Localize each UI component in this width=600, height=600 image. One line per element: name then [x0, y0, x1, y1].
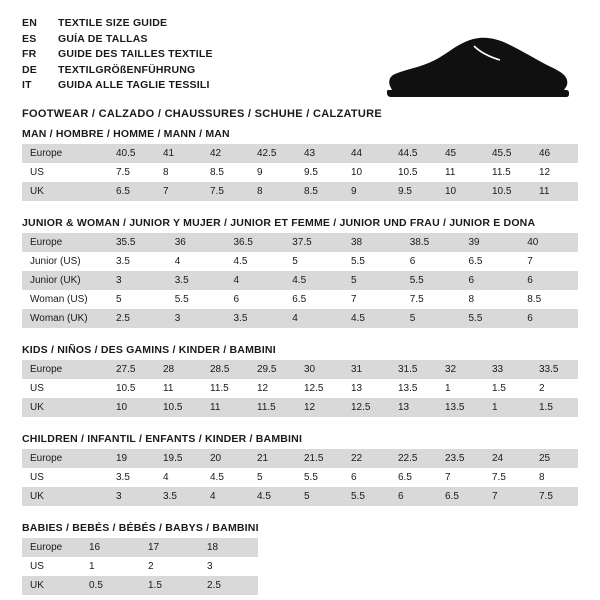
row-label: UK	[22, 182, 108, 201]
cell: 37.5	[284, 233, 343, 252]
cell: 22.5	[390, 449, 437, 468]
cell: 6.5	[284, 290, 343, 309]
cell: 7.5	[202, 182, 249, 201]
cell: 43	[296, 144, 343, 163]
section-kids	[22, 344, 578, 417]
table-row	[22, 163, 578, 182]
cell: 11	[155, 379, 202, 398]
cell: 7	[437, 468, 484, 487]
row-label: Junior (US)	[22, 252, 108, 271]
cell: 6	[519, 271, 578, 290]
language-title: TEXTILE SIZE GUIDE	[58, 17, 168, 29]
table-row	[22, 233, 578, 252]
table-row	[22, 487, 578, 506]
table-row	[22, 557, 258, 576]
size-table-man	[22, 144, 578, 201]
cell: 16	[81, 538, 140, 557]
cell: 8	[531, 468, 578, 487]
language-title: GUIDA ALLE TAGLIE TESSILI	[58, 79, 210, 91]
cell: 19	[108, 449, 155, 468]
cell: 5.5	[402, 271, 461, 290]
table-row	[22, 290, 578, 309]
cell: 11.5	[484, 163, 531, 182]
cell: 8	[461, 290, 520, 309]
cell: 17	[140, 538, 199, 557]
cell: 3	[108, 487, 155, 506]
section-children	[22, 433, 578, 506]
section-title: KIDS / NIÑOS / DES GAMINS / KINDER / BAMBINI	[22, 344, 276, 356]
cell: 10.5	[155, 398, 202, 417]
cell: 7.5	[531, 487, 578, 506]
cell: 13	[390, 398, 437, 417]
cell: 9.5	[390, 182, 437, 201]
table-row	[22, 144, 578, 163]
cell: 1.5	[484, 379, 531, 398]
cell: 6.5	[390, 468, 437, 487]
row-label: Junior (UK)	[22, 271, 108, 290]
dress-shoe-icon	[382, 34, 572, 104]
cell: 39	[461, 233, 520, 252]
cell: 6	[226, 290, 285, 309]
cell: 33.5	[531, 360, 578, 379]
language-title: GUÍA DE TALLAS	[58, 32, 148, 45]
cell: 3	[167, 309, 226, 328]
section-title: JUNIOR & WOMAN / JUNIOR Y MUJER / JUNIOR ET FEMME / JUNIOR UND FRAU / JUNIOR E DONA	[22, 217, 536, 229]
cell: 22	[343, 449, 390, 468]
cell: 19.5	[155, 449, 202, 468]
cell: 3	[199, 557, 258, 576]
cell: 6	[390, 487, 437, 506]
cell: 45	[437, 144, 484, 163]
row-label: Europe	[22, 144, 108, 163]
cell: 4	[284, 309, 343, 328]
section-title: MAN / HOMBRE / HOMME / MANN / MAN	[22, 128, 230, 140]
row-label: UK	[22, 487, 108, 506]
cell: 36.5	[226, 233, 285, 252]
cell: 33	[484, 360, 531, 379]
cell: 10.5	[390, 163, 437, 182]
cell: 8.5	[202, 163, 249, 182]
cell: 18	[199, 538, 258, 557]
cell: 30	[296, 360, 343, 379]
cell: 8.5	[519, 290, 578, 309]
row-label: UK	[22, 576, 81, 595]
table-row	[22, 271, 578, 290]
cell: 4	[226, 271, 285, 290]
cell: 7.5	[108, 163, 155, 182]
size-table-kids	[22, 360, 578, 417]
cell: 45.5	[484, 144, 531, 163]
section-title: BABIES / BEBÉS / BÉBÉS / BABYS / BAMBINI	[22, 522, 259, 534]
row-label: US	[22, 379, 108, 398]
cell: 12	[296, 398, 343, 417]
row-label: US	[22, 468, 108, 487]
cell: 1	[437, 379, 484, 398]
cell: 5	[108, 290, 167, 309]
cell: 4.5	[343, 309, 402, 328]
cell: 9.5	[296, 163, 343, 182]
cell: 3.5	[108, 468, 155, 487]
language-code: FR	[22, 48, 37, 60]
cell: 11.5	[202, 379, 249, 398]
cell: 2.5	[199, 576, 258, 595]
cell: 44.5	[390, 144, 437, 163]
cell: 4.5	[226, 252, 285, 271]
cell: 2.5	[108, 309, 167, 328]
cell: 3.5	[167, 271, 226, 290]
cell: 10.5	[108, 379, 155, 398]
cell: 23.5	[437, 449, 484, 468]
cell: 3.5	[155, 487, 202, 506]
cell: 46	[531, 144, 578, 163]
cell: 6	[519, 309, 578, 328]
cell: 38.5	[402, 233, 461, 252]
cell: 42.5	[249, 144, 296, 163]
cell: 4.5	[284, 271, 343, 290]
cell: 31	[343, 360, 390, 379]
cell: 8.5	[296, 182, 343, 201]
cell: 6	[461, 271, 520, 290]
row-label: Europe	[22, 538, 81, 557]
cell: 12.5	[343, 398, 390, 417]
row-label: Woman (US)	[22, 290, 108, 309]
cell: 6.5	[461, 252, 520, 271]
cell: 21.5	[296, 449, 343, 468]
cell: 13	[343, 379, 390, 398]
cell: 44	[343, 144, 390, 163]
cell: 5	[296, 487, 343, 506]
cell: 2	[531, 379, 578, 398]
table-row	[22, 538, 258, 557]
cell: 31.5	[390, 360, 437, 379]
section-babies	[22, 522, 578, 595]
cell: 1	[484, 398, 531, 417]
cell: 3	[108, 271, 167, 290]
cell: 40.5	[108, 144, 155, 163]
language-row	[22, 16, 578, 32]
cell: 3.5	[226, 309, 285, 328]
cell: 7	[484, 487, 531, 506]
language-title: TEXTILGRÖßENFÜHRUNG	[58, 63, 196, 76]
cell: 11	[437, 163, 484, 182]
cell: 5.5	[343, 252, 402, 271]
cell: 0.5	[81, 576, 140, 595]
cell: 11.5	[249, 398, 296, 417]
cell: 7	[343, 290, 402, 309]
cell: 35.5	[108, 233, 167, 252]
language-code: IT	[22, 79, 32, 91]
cell: 1	[81, 557, 140, 576]
document-header	[22, 16, 578, 120]
row-label: Europe	[22, 233, 108, 252]
row-label: US	[22, 557, 81, 576]
category-line: FOOTWEAR / CALZADO / CHAUSSURES / SCHUHE / CALZATURE	[22, 107, 383, 120]
cell: 6	[343, 468, 390, 487]
cell: 25	[531, 449, 578, 468]
table-row	[22, 468, 578, 487]
cell: 3.5	[108, 252, 167, 271]
cell: 36	[167, 233, 226, 252]
cell: 27.5	[108, 360, 155, 379]
section-man	[22, 128, 578, 201]
section-junior-woman	[22, 217, 578, 328]
table-row	[22, 252, 578, 271]
cell: 6.5	[108, 182, 155, 201]
cell: 5.5	[343, 487, 390, 506]
cell: 4	[167, 252, 226, 271]
cell: 4	[202, 487, 249, 506]
cell: 40	[519, 233, 578, 252]
cell: 10	[437, 182, 484, 201]
cell: 11	[202, 398, 249, 417]
cell: 1.5	[140, 576, 199, 595]
cell: 5	[402, 309, 461, 328]
cell: 5	[284, 252, 343, 271]
cell: 8	[155, 163, 202, 182]
row-label: UK	[22, 398, 108, 417]
size-table-babies	[22, 538, 258, 595]
cell: 10.5	[484, 182, 531, 201]
cell: 10	[108, 398, 155, 417]
table-row	[22, 398, 578, 417]
table-row	[22, 309, 578, 328]
row-label: US	[22, 163, 108, 182]
row-label: Woman (UK)	[22, 309, 108, 328]
cell: 6.5	[437, 487, 484, 506]
size-table-children	[22, 449, 578, 506]
section-title: CHILDREN / INFANTIL / ENFANTS / KINDER / BAMBINI	[22, 433, 303, 445]
cell: 41	[155, 144, 202, 163]
cell: 2	[140, 557, 199, 576]
cell: 9	[249, 163, 296, 182]
cell: 10	[343, 163, 390, 182]
cell: 13.5	[390, 379, 437, 398]
cell: 6	[402, 252, 461, 271]
cell: 12	[531, 163, 578, 182]
size-table-junior-woman	[22, 233, 578, 328]
cell: 8	[249, 182, 296, 201]
row-label: Europe	[22, 360, 108, 379]
cell: 5	[249, 468, 296, 487]
cell: 13.5	[437, 398, 484, 417]
cell: 24	[484, 449, 531, 468]
row-label: Europe	[22, 449, 108, 468]
cell: 7.5	[402, 290, 461, 309]
cell: 4.5	[249, 487, 296, 506]
cell: 42	[202, 144, 249, 163]
cell: 7	[155, 182, 202, 201]
cell: 12	[249, 379, 296, 398]
cell: 20	[202, 449, 249, 468]
cell: 4.5	[202, 468, 249, 487]
cell: 28	[155, 360, 202, 379]
cell: 29.5	[249, 360, 296, 379]
language-code: EN	[22, 17, 37, 29]
table-row	[22, 576, 258, 595]
cell: 1.5	[531, 398, 578, 417]
table-row	[22, 360, 578, 379]
cell: 5.5	[167, 290, 226, 309]
language-code: ES	[22, 32, 37, 45]
cell: 5	[343, 271, 402, 290]
language-title: GUIDE DES TAILLES TEXTILE	[58, 48, 213, 60]
cell: 28.5	[202, 360, 249, 379]
cell: 5.5	[461, 309, 520, 328]
table-row	[22, 182, 578, 201]
cell: 7.5	[484, 468, 531, 487]
cell: 7	[519, 252, 578, 271]
cell: 12.5	[296, 379, 343, 398]
cell: 21	[249, 449, 296, 468]
cell: 38	[343, 233, 402, 252]
cell: 9	[343, 182, 390, 201]
table-row	[22, 379, 578, 398]
table-row	[22, 449, 578, 468]
cell: 5.5	[296, 468, 343, 487]
cell: 4	[155, 468, 202, 487]
cell: 11	[531, 182, 578, 201]
language-code: DE	[22, 63, 37, 76]
cell: 32	[437, 360, 484, 379]
